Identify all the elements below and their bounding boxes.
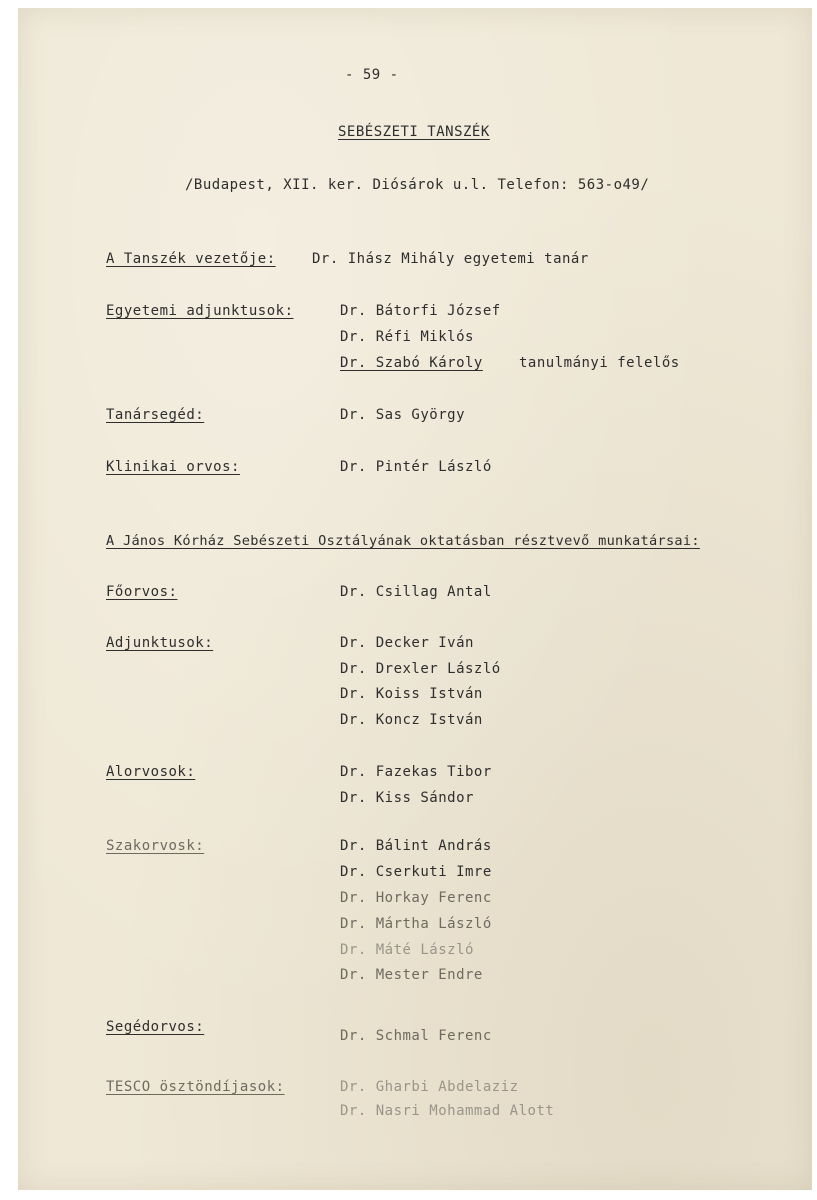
clinical-value: Dr. Pintér László	[340, 459, 492, 475]
adjuncts-label: Egyetemi adjunktusok:	[106, 303, 294, 319]
hospital-adjunct-name: Dr. Koiss István	[340, 686, 483, 702]
address-line: /Budapest, XII. ker. Diósárok u.l. Telefon: 563-o49/	[185, 177, 650, 193]
tesco-label: TESCO ösztöndíjasok:	[106, 1079, 285, 1095]
hospital-heading: A János Kórház Sebészeti Osztályának oktatásban résztvevő munkatársai:	[106, 533, 700, 549]
specialist-name: Dr. Mester Endre	[340, 967, 483, 983]
junior-name: Dr. Fazekas Tibor	[340, 764, 492, 780]
specialist-name: Dr. Cserkuti Imre	[340, 864, 492, 880]
head-value: Dr. Ihász Mihály egyetemi tanár	[312, 251, 589, 267]
specialists-label: Szakorvosk:	[106, 838, 205, 854]
hospital-adjunct-name: Dr. Decker Iván	[340, 635, 474, 651]
adjunct-note: tanulmányi felelős	[519, 355, 680, 371]
clinical-label: Klinikai orvos:	[106, 459, 240, 475]
specialist-name: Dr. Mártha László	[340, 916, 492, 932]
helper-value: Dr. Schmal Ferenc	[340, 1028, 492, 1044]
hospital-adjuncts-label: Adjunktusok:	[106, 635, 214, 651]
hospital-adjunct-name: Dr. Drexler László	[340, 661, 501, 677]
adjunct-name: Dr. Szabó Károly	[340, 355, 483, 371]
assistant-label: Tanársegéd:	[106, 407, 205, 423]
adjunct-name: Dr. Bátorfi József	[340, 303, 501, 319]
tesco-name: Dr. Gharbi Abdelaziz	[340, 1079, 519, 1095]
tesco-name: Dr. Nasri Mohammad Alott	[340, 1103, 555, 1119]
head-label: A Tanszék vezetője:	[106, 251, 276, 267]
junior-name: Dr. Kiss Sándor	[340, 790, 474, 806]
specialist-name: Dr. Máté László	[340, 942, 474, 958]
specialist-name: Dr. Horkay Ferenc	[340, 890, 492, 906]
chief-label: Főorvos:	[106, 584, 178, 600]
adjunct-name: Dr. Réfi Miklós	[340, 329, 474, 345]
specialist-name: Dr. Bálint András	[340, 838, 492, 854]
assistant-value: Dr. Sas György	[340, 407, 466, 423]
helper-label: Segédorvos:	[106, 1019, 205, 1035]
junior-label: Alorvosok:	[106, 764, 196, 780]
page-number: - 59 -	[345, 67, 399, 83]
hospital-adjunct-name: Dr. Koncz István	[340, 712, 483, 728]
page-title: SEBÉSZETI TANSZÉK	[338, 124, 490, 140]
chief-value: Dr. Csillag Antal	[340, 584, 492, 600]
